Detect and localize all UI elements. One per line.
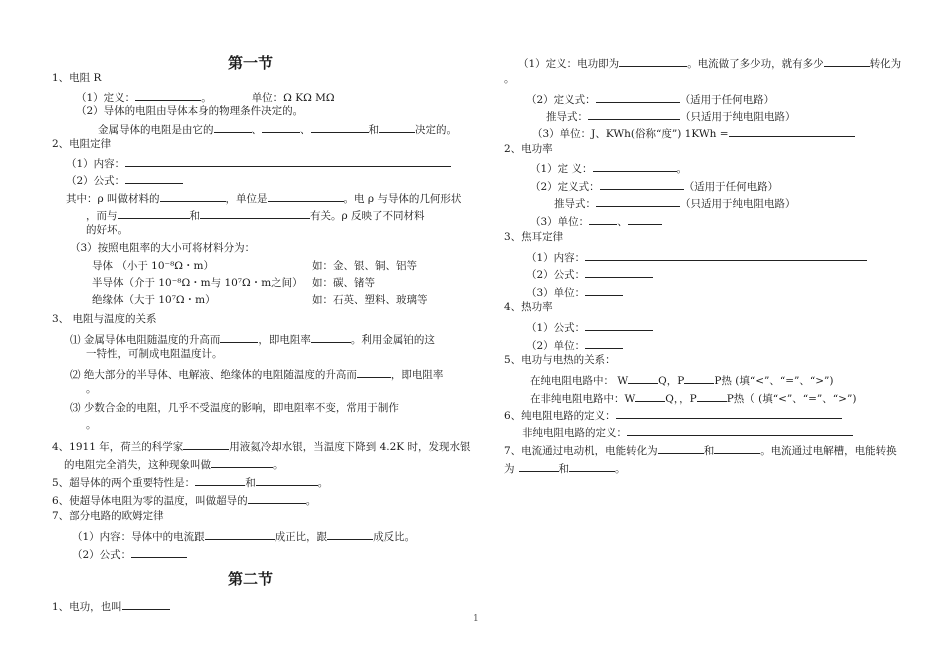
blank[interactable]	[635, 390, 665, 402]
text-line: 推导式： （只适用于纯电阻电路）	[546, 108, 796, 124]
text-line: 3、 电阻与温度的关系	[52, 313, 157, 325]
blank[interactable]	[183, 438, 229, 450]
text-line: 6、使超导体电阻为零的温度，叫做超导的 。	[52, 492, 316, 508]
text-line: （3）单位：	[526, 284, 623, 300]
text-line: 的电阻完全消失，这种现象叫做 。	[64, 456, 284, 472]
text-line: 非纯电阻电路的定义：	[522, 424, 853, 440]
blank[interactable]	[684, 372, 714, 384]
text-line: 。	[86, 383, 97, 395]
text-line: 5、超导体的两个重要特性是： 和 。	[52, 474, 328, 490]
text-line: （1）内容：	[526, 249, 867, 265]
text-line: 金属导体的电阻是由它的 、 、 和 决定的。	[98, 121, 457, 137]
text-line: （2）定义式： （适用于任何电路）	[526, 91, 774, 107]
blank[interactable]	[135, 89, 201, 101]
text-line: 的好坏。	[86, 224, 128, 236]
text-line: 如：石英、塑料、玻璃等	[312, 294, 428, 306]
blank[interactable]	[125, 172, 183, 184]
text-line: （1）公式：	[526, 319, 653, 335]
text-line: （3）单位：J、KWh(俗称“度”) 1KWh =	[532, 125, 855, 141]
text-line: ，而与 和 有关。ρ 反映了不同材料	[86, 207, 425, 223]
text-line: （1）定 义： 。	[530, 160, 687, 176]
text-line: （1）定义： 。 单位：Ω KΩ MΩ	[76, 89, 335, 105]
blank[interactable]	[589, 213, 617, 225]
section-title-2: 第二节	[228, 570, 274, 588]
blank[interactable]	[628, 213, 662, 225]
blank[interactable]	[268, 190, 344, 202]
blank[interactable]	[327, 528, 373, 540]
blank[interactable]	[519, 460, 559, 472]
blank[interactable]	[262, 121, 300, 133]
text-line: （1）内容：导体中的电流跟 成正比，跟 成反比。	[72, 528, 415, 544]
text-line: 1、电阻 R	[52, 72, 102, 84]
blank[interactable]	[200, 207, 310, 219]
text-line: 7、电流通过电动机，电能转化为 和 。电流通过电解槽，电能转换	[504, 442, 897, 458]
text-line: 如：金、银、铜、铝等	[312, 260, 417, 272]
blank[interactable]	[628, 372, 658, 384]
blank[interactable]	[118, 207, 190, 219]
blank[interactable]	[619, 55, 687, 67]
blank[interactable]	[357, 366, 391, 378]
blank[interactable]	[627, 424, 853, 436]
blank[interactable]	[131, 546, 187, 558]
text-line: 推导式： （只适用于纯电阻电路）	[554, 195, 796, 211]
blank[interactable]	[569, 460, 615, 472]
text-line: 6、纯电阻电路的定义：	[504, 407, 842, 423]
text-line: （3）单位： 、	[530, 213, 662, 229]
blank[interactable]	[593, 160, 677, 172]
blank[interactable]	[658, 442, 704, 454]
blank[interactable]	[379, 121, 415, 133]
blank[interactable]	[585, 319, 653, 331]
blank[interactable]	[714, 442, 760, 454]
blank[interactable]	[211, 456, 273, 468]
text-line: （2）公式：	[66, 172, 183, 188]
blank[interactable]	[588, 108, 680, 120]
text-line: （2）公式：	[72, 546, 187, 562]
page-number: 1	[473, 614, 479, 624]
blank[interactable]	[214, 121, 252, 133]
text-line: 如：碳、锗等	[312, 277, 375, 289]
text-line: （2）公式：	[526, 266, 653, 282]
blank[interactable]	[729, 125, 855, 137]
text-line: 在纯电阻电路中： W Q，P P热 (填“<”、“=”、“>”)	[530, 372, 834, 388]
text-line: 半导体（介于 10⁻⁸Ω・m与 10⁷Ω・m之间）	[92, 277, 303, 289]
blank[interactable]	[160, 190, 226, 202]
blank[interactable]	[122, 598, 170, 610]
text-line: 5、电功与电热的关系：	[504, 354, 616, 366]
text-line: 一特性，可制成电阻温度计。	[86, 348, 223, 360]
blank[interactable]	[256, 474, 318, 486]
text-line: （2）定义式： （适用于任何电路）	[530, 178, 778, 194]
text-line: 7、部分电路的欧姆定律	[52, 510, 164, 522]
blank[interactable]	[248, 492, 306, 504]
text-line: 2、电阻定律	[52, 138, 112, 150]
text-line: 2、电功率	[504, 143, 553, 155]
text-line: （1）内容：	[66, 155, 451, 171]
blank[interactable]	[596, 91, 680, 103]
blank[interactable]	[205, 528, 275, 540]
blank[interactable]	[585, 284, 623, 296]
blank[interactable]	[600, 178, 684, 190]
text-line: 。	[86, 419, 97, 431]
text-line: 。	[504, 73, 515, 85]
text-line: ⑴ 金属导体电阻随温度的升高而 ，即电阻率 。利用金属铂的这	[70, 331, 435, 347]
text-line: 导体 （小于 10⁻⁸Ω・m）	[92, 260, 214, 272]
text-line: 在非纯电阻电路中：W Q，，P P热（ (填“<”、“=”、“>”)	[530, 390, 856, 406]
text-line: （1）定义：电功即为 。电流做了多少功，就有多少 转化为	[518, 55, 901, 71]
blank[interactable]	[616, 407, 842, 419]
blank[interactable]	[585, 266, 653, 278]
blank[interactable]	[125, 155, 451, 167]
text-line: 绝缘体（大于 10⁷Ω・m）	[92, 294, 216, 306]
blank[interactable]	[311, 121, 369, 133]
text-line: ⑵ 绝大部分的半导体、电解液、绝缘体的电阻随温度的升高而 ，即电阻率	[70, 366, 443, 382]
blank[interactable]	[220, 331, 258, 343]
blank[interactable]	[311, 331, 351, 343]
text-line: 1、电功，也叫	[52, 598, 170, 614]
text-line: （3）按照电阻率的大小可将材料分为：	[70, 242, 256, 254]
text-line: 4、1911 年，荷兰的科学家 用液氦冷却水银，当温度下降到 4.2K 时，发现水银	[52, 438, 470, 454]
text-line: 其中：ρ 叫做材料的 ，单位是 。电 ρ 与导体的几何形状	[66, 190, 461, 206]
section-title-1: 第一节	[228, 54, 274, 72]
blank[interactable]	[824, 55, 870, 67]
text-line: 3、焦耳定律	[504, 231, 564, 243]
blank[interactable]	[596, 195, 680, 207]
text-line: 为 和 。	[504, 460, 626, 476]
text-line: （2）单位：	[526, 337, 623, 353]
text-line: 4、热功率	[504, 301, 553, 313]
blank[interactable]	[585, 249, 867, 261]
blank[interactable]	[195, 474, 245, 486]
blank[interactable]	[585, 337, 623, 349]
text-line: （2）导体的电阻由导体本身的物理条件决定的。	[76, 105, 304, 117]
blank[interactable]	[697, 390, 727, 402]
text-line: ⑶ 少数合金的电阻，几乎不受温度的影响，即电阻率不变，常用于制作	[70, 402, 399, 414]
